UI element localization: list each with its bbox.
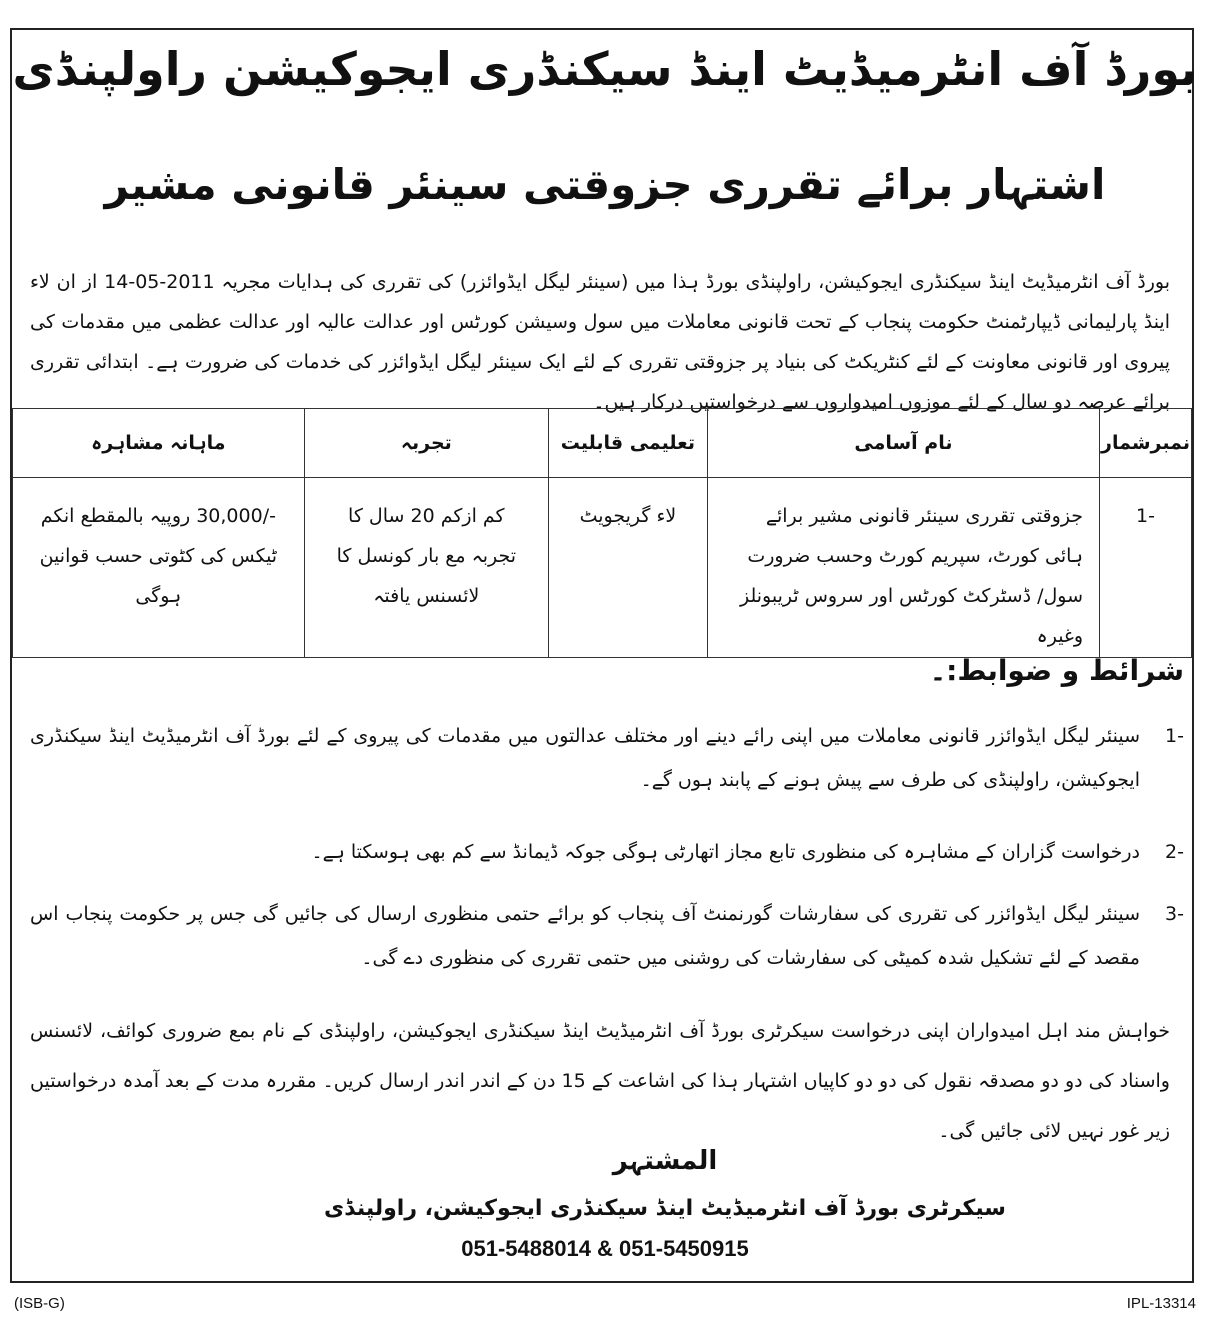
cell-salary: -/30,000 روپیہ بالمقطع انکم ٹیکس کی کٹوتی حسب قوانین ہوگی	[13, 478, 305, 658]
cell-experience: کم ازکم 20 سال کا تجربہ مع بار کونسل کا لائسنس یافتہ	[304, 478, 548, 658]
condition-item	[30, 714, 1184, 802]
posts-table	[12, 408, 1192, 658]
condition-number: -1	[1165, 725, 1184, 747]
header-serial: نمبرشمار	[1100, 409, 1192, 478]
condition-text: سینئر لیگل ایڈوائزر قانونی معاملات میں اپنی رائے دینے اور مختلف عدالتوں میں مقدمات کی پیروی کے لئے بورڈ آف انٹرمیڈیٹ اینڈ سیکنڈری ایجوکیشن، راولپنڈی کی طرف سے پیش ہونے کے پابند ہوں گے۔	[30, 725, 1140, 791]
conditions-heading: شرائط و ضوابط:۔	[929, 654, 1184, 687]
advertiser-label: المشتہر	[612, 1146, 718, 1176]
header-salary: ماہانہ مشاہرہ	[13, 409, 305, 478]
code-right: IPL-13314	[1126, 1295, 1196, 1312]
header-experience: تجربہ	[304, 409, 548, 478]
condition-text: درخواست گزاران کے مشاہرہ کی منظوری تابع مجاز اتھارٹی ہوگی جوکہ ڈیمانڈ سے کم بھی ہوسکتا ہے۔	[311, 841, 1140, 863]
contact-phones: 051-5488014 & 051-5450915	[461, 1236, 749, 1261]
condition-item	[30, 830, 1184, 874]
cell-post: جزوقتی تقرری سینئر قانونی مشیر برائے ہائی کورٹ، سپریم کورٹ وحسب ضرورت سول/ ڈسٹرکٹ کورٹس اور سروس ٹریبونلز وغیرہ	[707, 478, 1099, 658]
cell-qualification: لاء گریجویٹ	[548, 478, 707, 658]
board-title: بورڈ آف انٹرمیڈیٹ اینڈ سیکنڈری ایجوکیشن راولپنڈی	[12, 42, 1198, 96]
header-qualification: تعلیمی قابلیت	[548, 409, 707, 478]
header-post: نام آسامی	[707, 409, 1099, 478]
code-left: (ISB-G)	[14, 1295, 65, 1312]
table-row	[13, 478, 1192, 658]
condition-number: -2	[1165, 841, 1184, 863]
intro-paragraph: بورڈ آف انٹرمیڈیٹ اینڈ سیکنڈری ایجوکیشن، راولپنڈی بورڈ ہذا میں (سینئر لیگل ایڈوائزر) کی تقرری کی ہدایات مجریہ 2011-05-14 از ان لاء اینڈ پارلیمانی ڈیپارٹمنٹ حکومت پنجاب کے تحت قانونی معاملات میں سول وسیشن کورٹس اور عدالت عالیہ اور عدالت عظمی میں مقدمات کی پیروی اور قانونی معاونت کے لئے کنٹریکٹ کی بنیاد پر جزوقتی تقرری کے لئے ایک سینئر لیگل ایڈوائزر کی خدمات کی ضرورت ہے۔ ابتدائی تقرری برائے عرصہ دو سال کے لئے موزوں امیدواروں سے درخواستیں درکار ہیں۔	[30, 271, 1171, 413]
ad-subtitle: اشتہار برائے تقرری جزوقتی سینئر قانونی مشیر	[104, 160, 1106, 209]
closing-paragraph: خواہش مند اہل امیدواران اپنی درخواست سیکرٹری بورڈ آف انٹرمیڈیٹ اینڈ سیکنڈری ایجوکیشن، راولپنڈی کے نام بمع ضروری کوائف، لائسنس واسناد کی دو دو مصدقہ نقول کی دو دو کاپیاں اشتہار ہذا کی اشاعت کے 15 دن کے اندر اندر ارسال کریں۔ مقررہ مدت کے بعد آمدہ درخواستیں زیر غور نہیں لائی جائیں گی۔	[30, 1020, 1170, 1142]
advertiser-office: سیکرٹری بورڈ آف انٹرمیڈیٹ اینڈ سیکنڈری ایجوکیشن، راولپنڈی	[324, 1196, 1006, 1221]
condition-number: -3	[1165, 903, 1184, 925]
condition-text: سینئر لیگل ایڈوائزر کی تقرری کی سفارشات گورنمنٹ آف پنجاب کو برائے حتمی منظوری ارسال کی جائیں گی جس پر حکومت پنجاب اس مقصد کے لئے تشکیل شدہ کمیٹی کی سفارشات کی روشنی میں حتمی تقرری کی منظوری دے گی۔	[30, 903, 1140, 969]
cell-serial: -1	[1100, 478, 1192, 658]
condition-item	[30, 892, 1184, 980]
table-header-row	[13, 409, 1192, 478]
